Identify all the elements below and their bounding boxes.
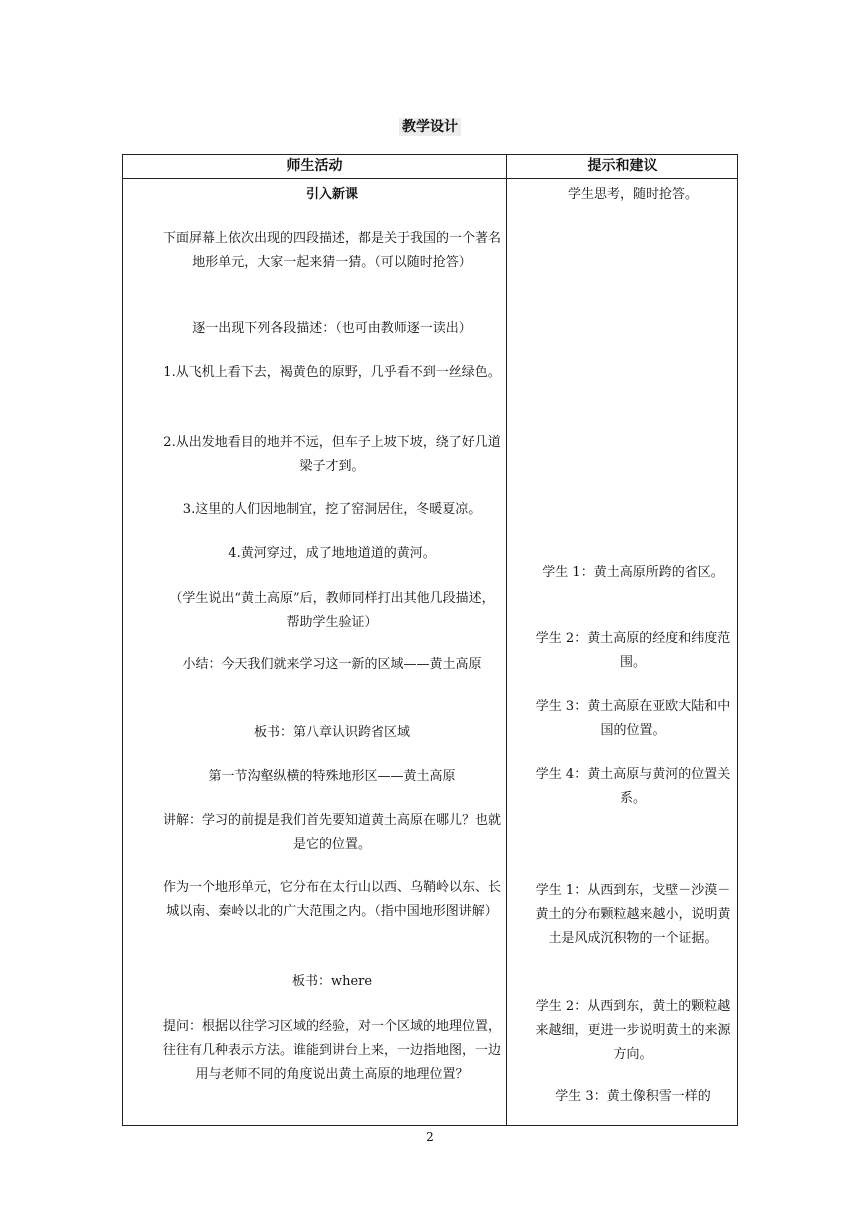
activity-paragraph-9: 板书：第八章认识跨省区域 xyxy=(253,725,410,740)
activity-paragraph-7: （学生说出“黄土高原”后，教师同样打出其他几段描述，帮助学生验证） xyxy=(169,591,495,630)
tip-4: 学生 3：黄土高原在亚欧大陆和中国的位置。 xyxy=(535,699,731,738)
tip-2: 学生 1：黄土高原所跨的省区。 xyxy=(542,565,724,580)
activity-paragraph-8: 小结：今天我们就来学习这一新的区域——黄土高原 xyxy=(182,657,482,672)
tip-6: 学生 1：从西到东，戈壁－沙漠－黄土的分布颗粒越来越小，说明黄土是风成沉积物的一个证据。 xyxy=(535,883,731,946)
activity-paragraph-2: 逐一出现下列各段描述：（也可由教师逐一读出） xyxy=(192,321,472,336)
activity-paragraph-13: 板书：where xyxy=(291,974,373,989)
document-title xyxy=(0,116,860,136)
title-text: 教学设计 xyxy=(399,118,461,136)
lesson-table xyxy=(122,154,738,1126)
page-number: 2 xyxy=(426,1130,434,1144)
tip-5: 学生 4：黄土高原与黄河的位置关系。 xyxy=(535,767,731,806)
activity-paragraph-6: 4.黄河穿过，成了地地道道的黄河。 xyxy=(228,546,436,561)
tip-7: 学生 2：从西到东，黄土的颗粒越来越细，更进一步说明黄土的来源方向。 xyxy=(535,999,731,1062)
activity-paragraph-12: 作为一个地形单元，它分布在太行山以西、乌鞘岭以东、长城以南、秦岭以北的广大范围之内。（指中国地形图讲解） xyxy=(163,880,502,919)
tip-1: 学生思考，随时抢答。 xyxy=(567,187,698,202)
tip-3: 学生 2：黄土高原的经度和纬度范围。 xyxy=(535,631,731,670)
tip-8: 学生 3：黄土像积雪一样的 xyxy=(555,1089,711,1104)
header-tips-suggestions: 提示和建议 xyxy=(587,158,658,174)
activity-paragraph-10: 第一节沟壑纵横的特殊地形区——黄土高原 xyxy=(208,769,456,784)
header-teacher-student-activity: 师生活动 xyxy=(286,158,343,174)
activity-paragraph-5: 3.这里的人们因地制宜，挖了窑洞居住，冬暖夏凉。 xyxy=(182,502,482,517)
activity-paragraph-14: 提问：根据以往学习区域的经验，对一个区域的地理位置，往往有几种表示方法。谁能到讲台上来，一边指地图，一边用与老师不同的角度说出黄土高原的地理位置？ xyxy=(163,1019,502,1082)
header-divider xyxy=(123,178,737,179)
column-divider xyxy=(506,155,507,1125)
intro-heading: 引入新课 xyxy=(305,187,358,202)
activity-paragraph-1: 下面屏幕上依次出现的四段描述，都是关于我国的一个著名地形单元，大家一起来猜一猜。（可以随时抢答） xyxy=(163,231,502,270)
activity-paragraph-3: 1.从飞机上看下去，褐黄色的原野，几乎看不到一丝绿色。 xyxy=(163,365,501,380)
activity-paragraph-4: 2.从出发地看目的地并不远，但车子上坡下坡，绕了好几道梁子才到。 xyxy=(163,435,501,474)
activity-paragraph-11: 讲解：学习的前提是我们首先要知道黄土高原在哪儿？也就是它的位置。 xyxy=(163,813,502,852)
